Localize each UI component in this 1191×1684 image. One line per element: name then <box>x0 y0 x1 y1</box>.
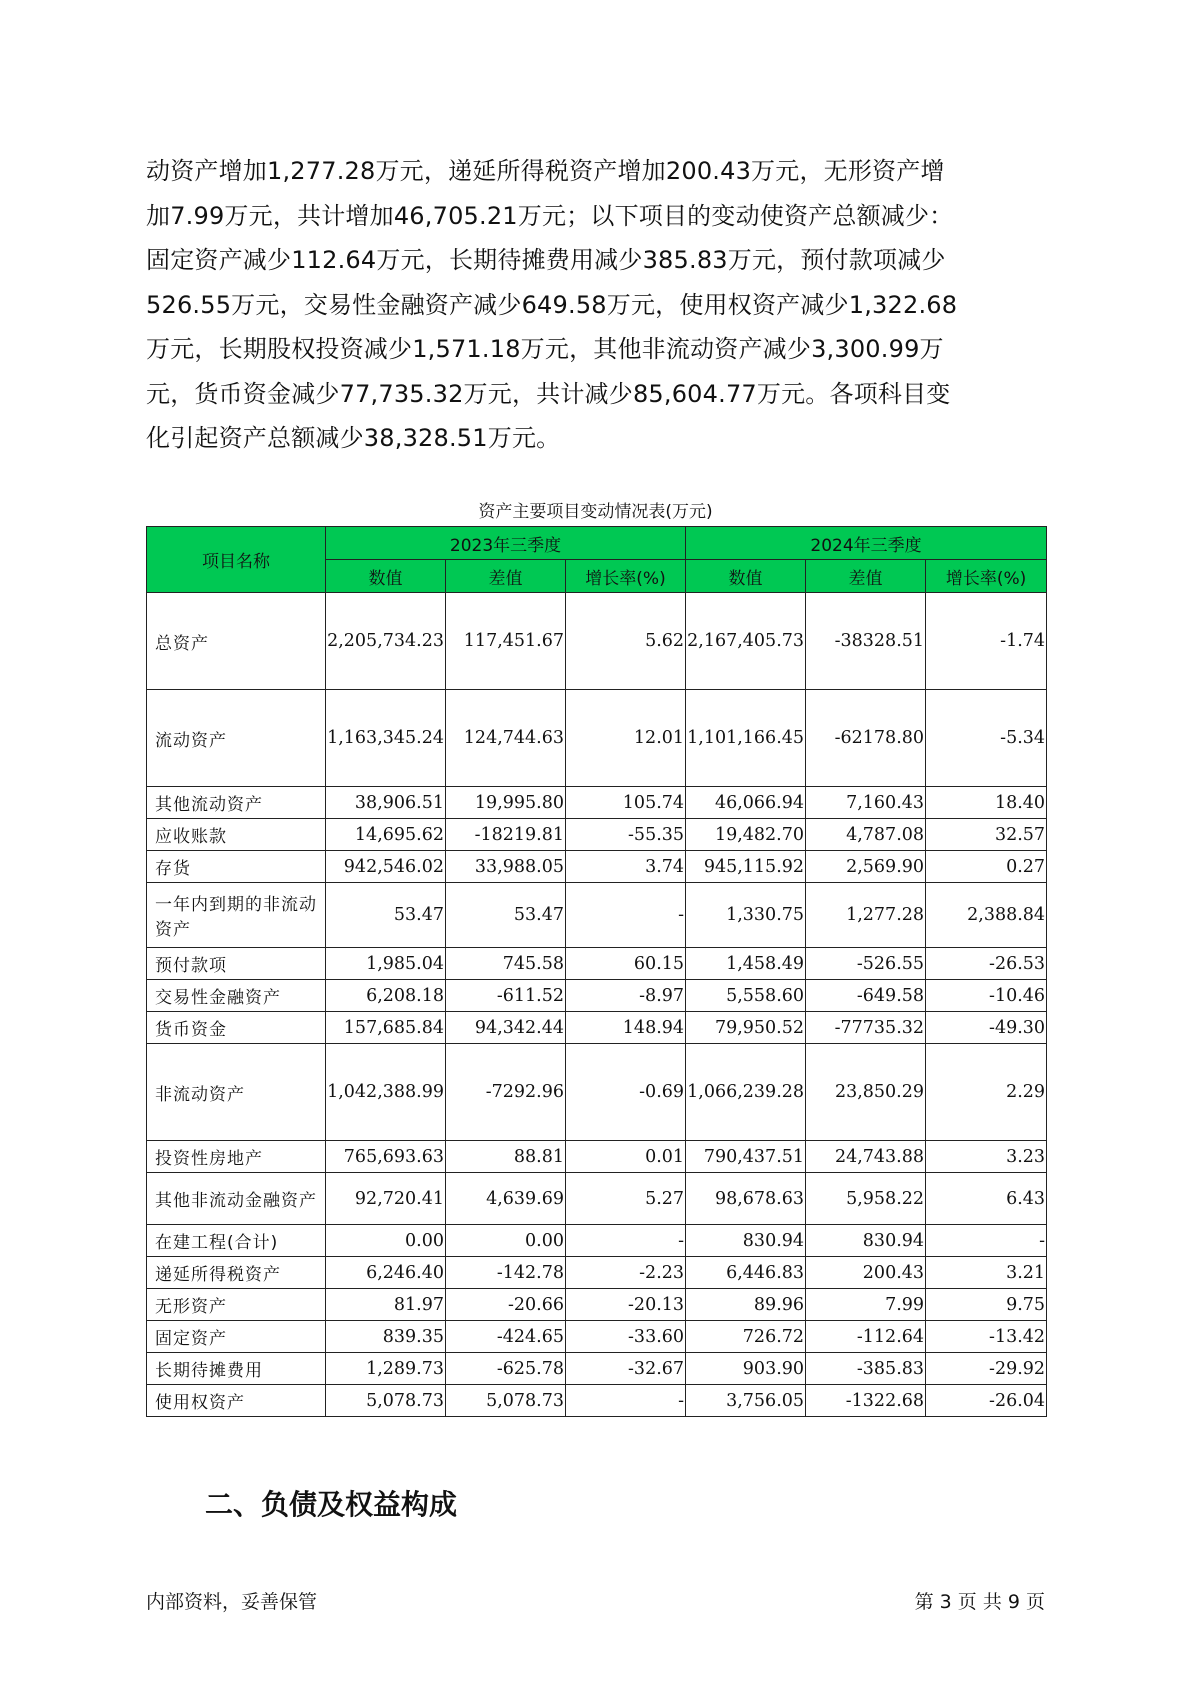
row-value-cell: 23,850.29 <box>806 1044 926 1141</box>
row-value-cell: 89.96 <box>686 1289 806 1321</box>
row-value-cell: 2.29 <box>926 1044 1047 1141</box>
row-value-cell: -13.42 <box>926 1321 1047 1353</box>
table-row <box>147 1225 1047 1257</box>
row-value-cell: 3.74 <box>566 851 686 883</box>
row-value-cell: 830.94 <box>686 1225 806 1257</box>
row-value-cell: - <box>926 1225 1047 1257</box>
row-value-cell: 92,720.41 <box>326 1173 446 1225</box>
row-value-cell: -424.65 <box>446 1321 566 1353</box>
row-value-cell: 24,743.88 <box>806 1141 926 1173</box>
row-value-cell: 3.21 <box>926 1257 1047 1289</box>
row-value-cell: 839.35 <box>326 1321 446 1353</box>
row-value-cell: 5.62 <box>566 593 686 690</box>
header-sub-diff: 差值 <box>806 560 926 593</box>
row-value-cell: 5,078.73 <box>326 1385 446 1417</box>
row-item-name: 存货 <box>147 851 326 883</box>
table-row <box>147 1173 1047 1225</box>
row-value-cell: 105.74 <box>566 787 686 819</box>
table-row <box>147 980 1047 1012</box>
row-item-name: 流动资产 <box>147 690 326 787</box>
row-value-cell: 1,163,345.24 <box>326 690 446 787</box>
row-value-cell: 5,958.22 <box>806 1173 926 1225</box>
row-value-cell: 1,066,239.28 <box>686 1044 806 1141</box>
row-item-name: 投资性房地产 <box>147 1141 326 1173</box>
row-value-cell: 9.75 <box>926 1289 1047 1321</box>
table-row <box>147 883 1047 948</box>
row-value-cell: 98,678.63 <box>686 1173 806 1225</box>
row-value-cell: -8.97 <box>566 980 686 1012</box>
row-item-name: 递延所得税资产 <box>147 1257 326 1289</box>
row-value-cell: 19,995.80 <box>446 787 566 819</box>
row-value-cell: 0.00 <box>446 1225 566 1257</box>
row-value-cell: 6,446.83 <box>686 1257 806 1289</box>
row-item-name: 固定资产 <box>147 1321 326 1353</box>
table-row <box>147 690 1047 787</box>
row-value-cell: 6,246.40 <box>326 1257 446 1289</box>
row-item-name: 预付款项 <box>147 948 326 980</box>
row-item-name: 其他非流动金融资产 <box>147 1173 326 1225</box>
table-row <box>147 1141 1047 1173</box>
paragraph-line: 固定资产减少112.64万元，长期待摊费用减少385.83万元，预付款项减少 <box>146 246 946 274</box>
row-value-cell: 38,906.51 <box>326 787 446 819</box>
row-value-cell: -20.13 <box>566 1289 686 1321</box>
table-row <box>147 851 1047 883</box>
table-row <box>147 1044 1047 1141</box>
table-row <box>147 1257 1047 1289</box>
paragraph-line: 化引起资产总额减少38,328.51万元。 <box>146 424 561 452</box>
row-item-name: 非流动资产 <box>147 1044 326 1141</box>
row-value-cell: 765,693.63 <box>326 1141 446 1173</box>
row-value-cell: 0.01 <box>566 1141 686 1173</box>
row-item-name: 一年内到期的非流动资产 <box>147 883 326 948</box>
row-value-cell: -20.66 <box>446 1289 566 1321</box>
row-value-cell: -2.23 <box>566 1257 686 1289</box>
row-item-name: 在建工程(合计) <box>147 1225 326 1257</box>
table-row <box>147 1012 1047 1044</box>
body-paragraph <box>146 149 1046 461</box>
table-row <box>147 948 1047 980</box>
row-value-cell: 790,437.51 <box>686 1141 806 1173</box>
row-value-cell: -385.83 <box>806 1353 926 1385</box>
row-value-cell: 903.90 <box>686 1353 806 1385</box>
row-value-cell: 945,115.92 <box>686 851 806 883</box>
row-value-cell: -1322.68 <box>806 1385 926 1417</box>
row-value-cell: 46,066.94 <box>686 787 806 819</box>
header-period-2024: 2024年三季度 <box>686 527 1047 560</box>
row-value-cell: 12.01 <box>566 690 686 787</box>
row-value-cell: -1.74 <box>926 593 1047 690</box>
paragraph-line: 万元，长期股权投资减少1,571.18万元，其他非流动资产减少3,300.99万 <box>146 335 944 363</box>
row-item-name: 无形资产 <box>147 1289 326 1321</box>
table-body <box>147 593 1047 1417</box>
asset-change-table <box>146 526 1047 1417</box>
row-value-cell: 726.72 <box>686 1321 806 1353</box>
row-item-name: 交易性金融资产 <box>147 980 326 1012</box>
table-row <box>147 593 1047 690</box>
row-value-cell: -10.46 <box>926 980 1047 1012</box>
paragraph-line: 元，货币资金减少77,735.32万元，共计减少85,604.77万元。各项科目变 <box>146 379 951 408</box>
header-sub-growth: 增长率(%) <box>926 560 1047 593</box>
row-value-cell: 124,744.63 <box>446 690 566 787</box>
row-value-cell: 33,988.05 <box>446 851 566 883</box>
table-row <box>147 1353 1047 1385</box>
table-caption: 资产主要项目变动情况表(万元) <box>478 502 713 522</box>
row-value-cell: -18219.81 <box>446 819 566 851</box>
row-value-cell: -142.78 <box>446 1257 566 1289</box>
row-value-cell: 745.58 <box>446 948 566 980</box>
row-value-cell: 7.99 <box>806 1289 926 1321</box>
row-value-cell: -26.04 <box>926 1385 1047 1417</box>
row-item-name: 使用权资产 <box>147 1385 326 1417</box>
row-value-cell: 2,205,734.23 <box>326 593 446 690</box>
row-value-cell: 117,451.67 <box>446 593 566 690</box>
row-value-cell: 148.94 <box>566 1012 686 1044</box>
row-value-cell: 5,558.60 <box>686 980 806 1012</box>
row-value-cell: -38328.51 <box>806 593 926 690</box>
footer-confidential: 内部资料，妥善保管 <box>146 1591 318 1613</box>
row-value-cell: 2,388.84 <box>926 883 1047 948</box>
table-row <box>147 1385 1047 1417</box>
row-value-cell: 3,756.05 <box>686 1385 806 1417</box>
row-value-cell: 14,695.62 <box>326 819 446 851</box>
row-value-cell: 942,546.02 <box>326 851 446 883</box>
row-value-cell: 5,078.73 <box>446 1385 566 1417</box>
row-value-cell: -62178.80 <box>806 690 926 787</box>
table-row <box>147 819 1047 851</box>
row-value-cell: 2,569.90 <box>806 851 926 883</box>
row-value-cell: - <box>566 1225 686 1257</box>
table-row <box>147 1321 1047 1353</box>
row-value-cell: 4,787.08 <box>806 819 926 851</box>
table-row <box>147 1289 1047 1321</box>
row-value-cell: - <box>566 1385 686 1417</box>
paragraph-line: 动资产增加1,277.28万元，递延所得税资产增加200.43万元，无形资产增 <box>146 157 945 185</box>
row-value-cell: 1,289.73 <box>326 1353 446 1385</box>
row-value-cell: -526.55 <box>806 948 926 980</box>
row-value-cell: 53.47 <box>326 883 446 948</box>
header-sub-growth: 增长率(%) <box>566 560 686 593</box>
row-value-cell: 157,685.84 <box>326 1012 446 1044</box>
row-value-cell: 60.15 <box>566 948 686 980</box>
row-value-cell: 1,458.49 <box>686 948 806 980</box>
row-value-cell: -33.60 <box>566 1321 686 1353</box>
row-value-cell: -0.69 <box>566 1044 686 1141</box>
row-item-name: 长期待摊费用 <box>147 1353 326 1385</box>
row-value-cell: -77735.32 <box>806 1012 926 1044</box>
row-value-cell: -55.35 <box>566 819 686 851</box>
row-item-name: 其他流动资产 <box>147 787 326 819</box>
row-value-cell: 79,950.52 <box>686 1012 806 1044</box>
row-value-cell: 830.94 <box>806 1225 926 1257</box>
header-item-name: 项目名称 <box>147 527 326 593</box>
row-value-cell: 1,277.28 <box>806 883 926 948</box>
header-period-2023: 2023年三季度 <box>326 527 686 560</box>
row-value-cell: 3.23 <box>926 1141 1047 1173</box>
row-value-cell: -5.34 <box>926 690 1047 787</box>
row-item-name: 货币资金 <box>147 1012 326 1044</box>
row-value-cell: 200.43 <box>806 1257 926 1289</box>
row-value-cell: -49.30 <box>926 1012 1047 1044</box>
row-value-cell: -7292.96 <box>446 1044 566 1141</box>
row-value-cell: 53.47 <box>446 883 566 948</box>
row-value-cell: 0.27 <box>926 851 1047 883</box>
row-value-cell: 2,167,405.73 <box>686 593 806 690</box>
header-sub-value: 数值 <box>326 560 446 593</box>
row-value-cell: 1,101,166.45 <box>686 690 806 787</box>
row-value-cell: - <box>566 883 686 948</box>
row-item-name: 总资产 <box>147 593 326 690</box>
row-value-cell: -649.58 <box>806 980 926 1012</box>
row-value-cell: -29.92 <box>926 1353 1047 1385</box>
row-value-cell: 19,482.70 <box>686 819 806 851</box>
row-value-cell: 81.97 <box>326 1289 446 1321</box>
row-value-cell: 0.00 <box>326 1225 446 1257</box>
row-value-cell: 4,639.69 <box>446 1173 566 1225</box>
row-value-cell: 18.40 <box>926 787 1047 819</box>
row-value-cell: -112.64 <box>806 1321 926 1353</box>
row-value-cell: -26.53 <box>926 948 1047 980</box>
table-row <box>147 787 1047 819</box>
row-value-cell: -32.67 <box>566 1353 686 1385</box>
paragraph-line: 526.55万元，交易性金融资产减少649.58万元，使用权资产减少1,322.68 <box>146 290 958 319</box>
row-value-cell: -611.52 <box>446 980 566 1012</box>
row-value-cell: 94,342.44 <box>446 1012 566 1044</box>
row-value-cell: 1,330.75 <box>686 883 806 948</box>
row-value-cell: 1,042,388.99 <box>326 1044 446 1141</box>
row-value-cell: 6,208.18 <box>326 980 446 1012</box>
header-sub-value: 数值 <box>686 560 806 593</box>
section-heading: 二、负债及权益构成 <box>205 1488 458 1521</box>
row-value-cell: 5.27 <box>566 1173 686 1225</box>
row-value-cell: 7,160.43 <box>806 787 926 819</box>
footer-page-number: 第 3 页 共 9 页 <box>914 1591 1045 1613</box>
row-value-cell: 1,985.04 <box>326 948 446 980</box>
row-value-cell: 32.57 <box>926 819 1047 851</box>
row-value-cell: 88.81 <box>446 1141 566 1173</box>
header-sub-diff: 差值 <box>446 560 566 593</box>
paragraph-line: 加7.99万元，共计增加46,705.21万元；以下项目的变动使资产总额减少： <box>146 201 954 230</box>
row-value-cell: 6.43 <box>926 1173 1047 1225</box>
row-item-name: 应收账款 <box>147 819 326 851</box>
row-value-cell: -625.78 <box>446 1353 566 1385</box>
